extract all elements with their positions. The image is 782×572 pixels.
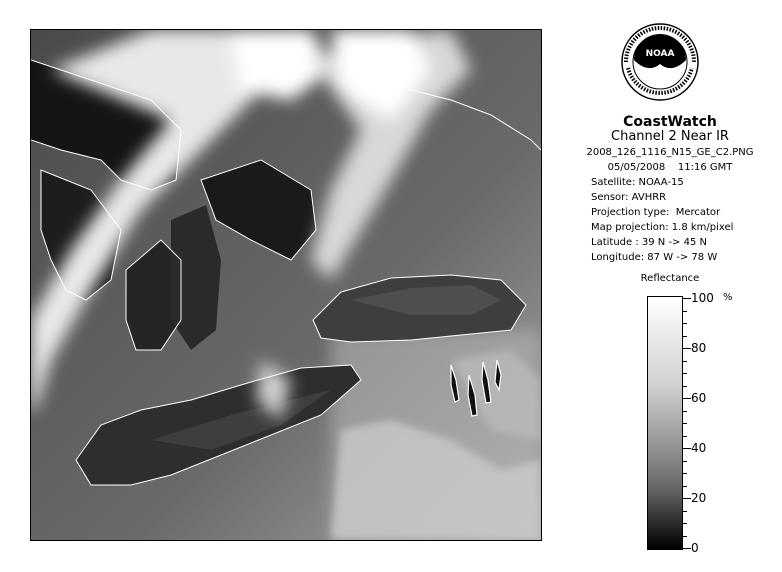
colorbar-tick [683, 323, 687, 324]
channel-subtitle: Channel 2 Near IR [611, 129, 729, 144]
sensor-label: Sensor: AVHRR [591, 192, 667, 203]
colorbar-tick [683, 398, 691, 399]
colorbar-tick [683, 311, 687, 312]
colorbar-tick [683, 461, 687, 462]
satellite-scene [31, 30, 541, 540]
filename-label: 2008_126_1116_N15_GE_C2.PNG [586, 147, 754, 158]
colorbar-tick [683, 436, 687, 437]
colorbar-tick [683, 411, 687, 412]
satellite-image [30, 29, 542, 541]
colorbar-unit: % [723, 292, 733, 303]
colorbar-tick [683, 423, 687, 424]
projection-type-label: Projection type: Mercator [591, 207, 721, 218]
colorbar-tick [683, 548, 691, 549]
satellite-label: Satellite: NOAA-15 [591, 177, 684, 188]
colorbar-tick [683, 523, 687, 524]
colorbar-tick [683, 473, 687, 474]
colorbar-title: Reflectance [640, 273, 700, 284]
latitude-label: Latitude : 39 N -> 45 N [591, 237, 707, 248]
longitude-label: Longitude: 87 W -> 78 W [591, 252, 718, 263]
colorbar-tick [683, 386, 687, 387]
metadata-block [565, 145, 775, 265]
colorbar-tick [683, 498, 691, 499]
colorbar-tick [683, 361, 687, 362]
colorbar-tick-label: 100 [691, 291, 714, 305]
colorbar-tick-label: 80 [691, 341, 707, 355]
colorbar-tick-label: 0 [691, 541, 699, 555]
colorbar-tick [683, 511, 687, 512]
svg-text:NOAA: NOAA [645, 49, 675, 59]
map-projection-label: Map projection: 1.8 km/pixel [591, 222, 734, 233]
colorbar-tick [683, 298, 691, 299]
app-title: CoastWatch [623, 114, 717, 130]
colorbar [647, 296, 683, 550]
datetime-label: 05/05/2008 11:16 GMT [607, 162, 733, 173]
colorbar-tick [683, 486, 687, 487]
colorbar-tick-label: 40 [691, 441, 707, 455]
colorbar-tick [683, 448, 691, 449]
colorbar-tick-label: 60 [691, 391, 707, 405]
colorbar-tick [683, 348, 691, 349]
colorbar-tick [683, 536, 687, 537]
colorbar-tick [683, 373, 687, 374]
colorbar-tick-label: 20 [691, 491, 707, 505]
noaa-logo [620, 22, 700, 102]
colorbar-tick [683, 336, 687, 337]
